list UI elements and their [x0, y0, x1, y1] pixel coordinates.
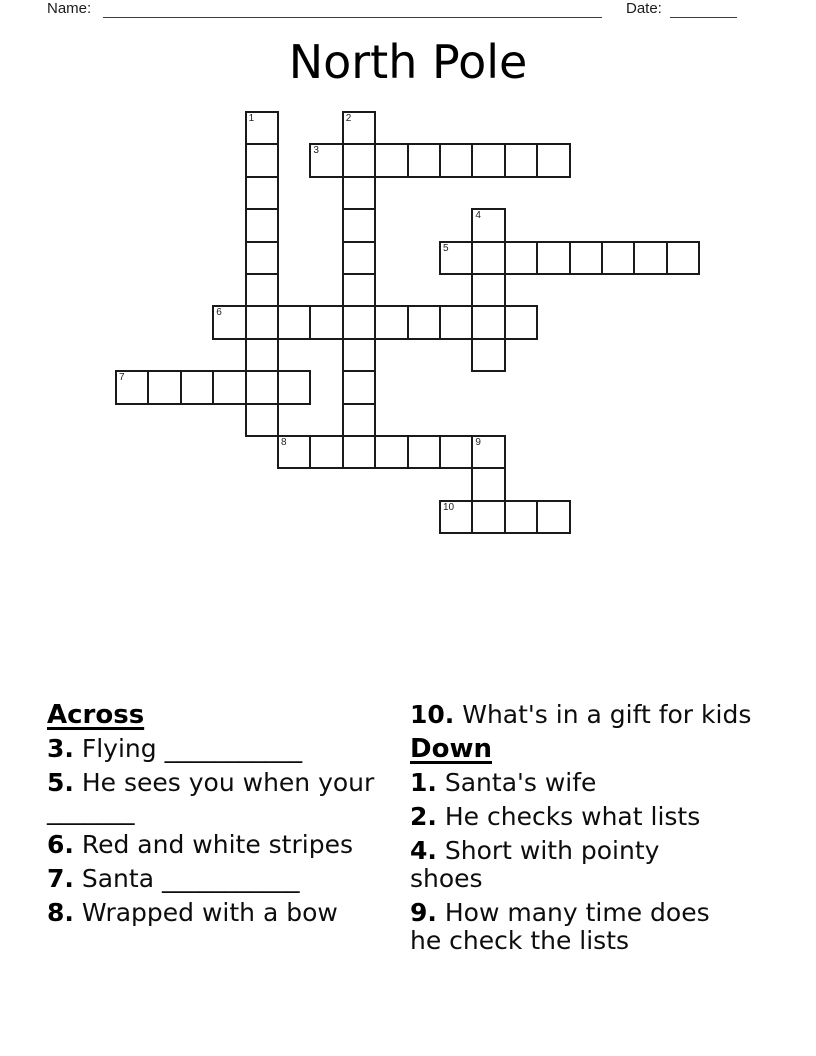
grid-cell [439, 143, 473, 177]
grid-cell [536, 241, 570, 275]
grid-cell [342, 241, 376, 275]
clue-line: shoes [410, 864, 483, 893]
clue-number: 10. [410, 700, 455, 729]
grid-cell [569, 241, 603, 275]
grid-cell-number: 7 [119, 372, 125, 384]
grid-cell [374, 305, 408, 339]
clue-number: 9. [410, 898, 437, 927]
clue-item [47, 865, 403, 893]
clue-line: he check the lists [410, 926, 630, 955]
clue-number: 7. [47, 864, 74, 893]
grid-cell [309, 435, 343, 469]
grid-cell [342, 176, 376, 210]
clues-heading-across: Across [47, 700, 145, 730]
clue-line: 5. He sees you when your [47, 768, 375, 797]
grid-cell [245, 176, 279, 210]
grid-cell [374, 435, 408, 469]
grid-cell [471, 500, 505, 534]
grid-cell [147, 370, 181, 404]
grid-cell [342, 435, 376, 469]
grid-cell [342, 208, 376, 242]
grid-cell [245, 338, 279, 372]
clue-number: 1. [410, 768, 437, 797]
clue-line: 3. Flying ___________ [47, 734, 303, 763]
grid-cell [601, 241, 635, 275]
clue-line: 1. Santa's wife [410, 768, 597, 797]
grid-cell [471, 435, 505, 469]
grid-cell [342, 111, 376, 145]
clue-number: 5. [47, 768, 74, 797]
clue-item [410, 769, 790, 797]
name-label: Name: [47, 0, 92, 17]
grid-cell-number: 2 [345, 113, 352, 124]
clue-line: _______ [47, 796, 135, 825]
grid-cell [439, 305, 473, 339]
puzzle-title: North Pole [288, 35, 528, 89]
clue-item [47, 769, 403, 825]
grid-cell [245, 305, 279, 339]
grid-cell-number: 1 [248, 113, 255, 124]
clues-column-right [410, 701, 790, 961]
grid-cell [277, 305, 311, 339]
grid-cell [407, 435, 441, 469]
grid-cell [471, 273, 505, 307]
grid-cell [277, 435, 311, 469]
grid-cell [504, 143, 538, 177]
grid-cell [342, 273, 376, 307]
clue-item [47, 899, 403, 927]
clue-number: 4. [410, 836, 437, 865]
clues-column-left [47, 701, 403, 933]
clue-line: 9. How many time does [410, 898, 710, 927]
grid-cell [439, 500, 473, 534]
grid-cell [633, 241, 667, 275]
grid-cell-number: 8 [281, 437, 287, 448]
clue-item [410, 803, 790, 831]
clue-line: 10. What's in a gift for kids [410, 700, 752, 729]
grid-cell-number: 5 [443, 242, 449, 254]
grid-cell [407, 305, 441, 339]
grid-cell [212, 305, 246, 339]
clues-heading-down: Down [410, 734, 492, 764]
grid-cell [309, 305, 343, 339]
grid-cell [309, 143, 343, 177]
clue-number: 6. [47, 830, 74, 859]
grid-cell-number: 6 [216, 307, 222, 319]
grid-cell [245, 403, 279, 437]
grid-cell [342, 338, 376, 372]
grid-cell [471, 208, 505, 242]
grid-cell [471, 241, 505, 275]
grid-cell [277, 370, 311, 404]
grid-cell [471, 305, 505, 339]
grid-cell [245, 111, 279, 145]
clue-line: 2. He checks what lists [410, 802, 701, 831]
grid-cell [245, 143, 279, 177]
grid-cell [439, 435, 473, 469]
grid-cell-number: 3 [313, 145, 319, 157]
clue-item [47, 735, 403, 763]
grid-cell [504, 500, 538, 534]
grid-cell [536, 500, 570, 534]
grid-cell [115, 370, 149, 404]
clue-item [410, 837, 790, 893]
clue-item [47, 831, 403, 859]
grid-cell [471, 338, 505, 372]
grid-cell [536, 143, 570, 177]
clue-number: 2. [410, 802, 437, 831]
grid-cell [471, 467, 505, 501]
clue-number: 3. [47, 734, 74, 763]
grid-cell [342, 305, 376, 339]
date-label: Date: [626, 0, 662, 17]
grid-cell [666, 241, 700, 275]
grid-cell [180, 370, 214, 404]
clue-line: 4. Short with pointy [410, 836, 660, 865]
clue-line: 8. Wrapped with a bow [47, 898, 338, 927]
grid-cell [212, 370, 246, 404]
clue-line: 7. Santa ___________ [47, 864, 300, 893]
grid-cell [245, 273, 279, 307]
grid-cell [504, 305, 538, 339]
clue-item [410, 899, 790, 955]
clue-item [410, 701, 790, 729]
grid-cell [245, 208, 279, 242]
grid-cell [374, 143, 408, 177]
grid-cell [342, 143, 376, 177]
grid-cell [342, 403, 376, 437]
clue-line: 6. Red and white stripes [47, 830, 353, 859]
grid-cell [471, 143, 505, 177]
grid-cell [342, 370, 376, 404]
grid-cell [504, 241, 538, 275]
grid-cell-number: 9 [475, 437, 481, 448]
grid-cell [407, 143, 441, 177]
grid-cell-number: 4 [475, 210, 481, 222]
grid-cell-number: 10 [443, 501, 455, 513]
grid-cell [245, 370, 279, 404]
grid-cell [439, 241, 473, 275]
clue-number: 8. [47, 898, 74, 927]
grid-cell [245, 241, 279, 275]
